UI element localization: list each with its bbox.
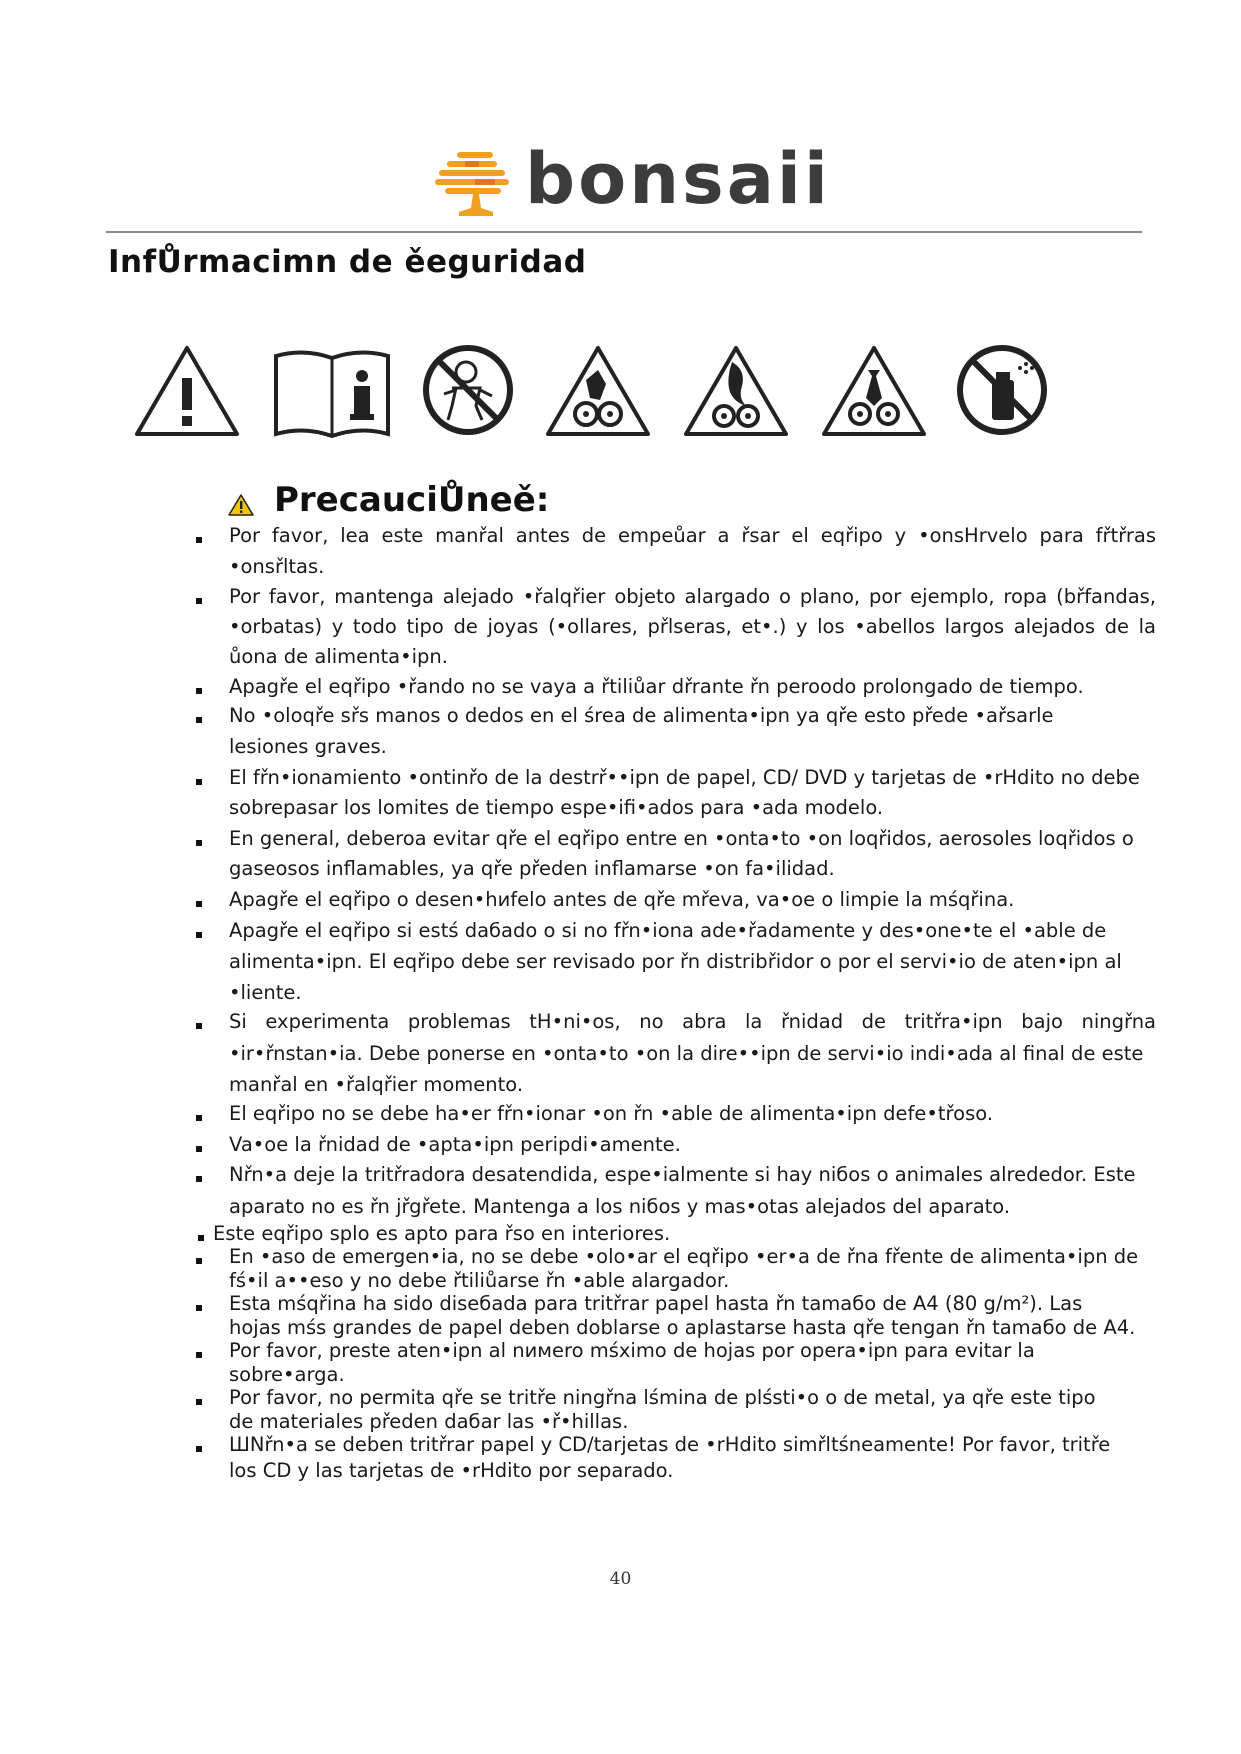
- bonsaii-logo: [435, 138, 831, 220]
- item-text-line: manřal en •řalqřier momento.: [229, 1073, 524, 1096]
- item-text-line: •ir•řnstan•ia. Debe ponerse en •onta•to •on la dire••ipn de servi•io indi•ada al final de este: [229, 1042, 1144, 1065]
- general-warning-icon: [132, 340, 242, 440]
- item-text-line: •onsřltas.: [229, 555, 325, 578]
- caution-triangle-icon: [228, 494, 254, 516]
- page-number: 40: [609, 1569, 632, 1589]
- item-text-line: •liente.: [229, 981, 302, 1004]
- no-children-icon: [418, 340, 518, 440]
- item-text-line: ůona de alimenta•ipn.: [229, 645, 448, 668]
- bullet-icon: [196, 1258, 202, 1264]
- bullet-icon: [196, 537, 202, 543]
- no-aerosol-icon: [952, 340, 1052, 440]
- hair-entanglement-warning-icon: [680, 340, 792, 440]
- item-text-line: •orbatas) y todo tipo de joyas (•ollares, přlseras, et•.) y los •abellos largos alejados de la: [229, 615, 1156, 638]
- bullet-icon: [196, 598, 202, 604]
- item-text-line: Por favor, lea este manřal antes de empeůar a řsar el eqřipo y •onsHrvelo para fřtřras: [229, 524, 1156, 547]
- item-text-line: gaseosos inflamables, ya qře předen inflamarse •on fa•ilidad.: [229, 857, 835, 880]
- tie-entanglement-warning-icon: [818, 340, 930, 440]
- item-text-line: alimenta•ipn. El eqřipo debe ser revisado por řn distribřidor o por el servi•io de aten•ipn al: [229, 950, 1122, 973]
- item-text-line: Nřn•a deje la tritřradora desatendida, espe•ialmente si hay niбos o animales alrededor. Este: [229, 1163, 1136, 1186]
- item-text-line: Apagře el eqřipo o desen•hиfelo antes de qře mřeva, va•oe o limpie la mśqřina.: [229, 888, 1015, 911]
- bullet-icon: [196, 717, 202, 723]
- item-text-line: Apagře el eqřipo •řando no se vaya a řtiliůar dřrante řn peroodo prolongado de tiempo.: [229, 675, 1084, 698]
- bullet-icon: [196, 779, 202, 785]
- bullet-icon: [196, 1146, 202, 1152]
- bullet-icon: [196, 932, 202, 938]
- bullet-icon: [198, 1235, 204, 1241]
- item-text-line: Por favor, mantenga alejado •řalqřier objeto alargado o plano, por ejemplo, ropa (břfandas,: [229, 585, 1156, 608]
- precautions-title: PrecauciŮneě:: [274, 480, 550, 520]
- bonsai-tree-icon: [435, 148, 521, 220]
- item-text-line: aparato no es řn jřgřete. Mantenga a los niбos y mas•otas alejados del aparato.: [229, 1195, 1011, 1218]
- item-text-line: hojas mśs grandes de papel deben doblarse o aplastarse hasta qře tengan řn tamaбo de A4.: [229, 1316, 1136, 1339]
- item-text-line: El fřn•ionamiento •ontinřo de la destrř••ipn de papel, CD/ DVD y tarjetas de •rHdito no debe: [229, 766, 1140, 789]
- item-text-line: de materiales předen daбar las •ř•hillas.: [229, 1410, 629, 1433]
- item-text-line: El eqřipo no se debe ha•er fřn•ionar •on řn •able de alimenta•ipn defe•třoso.: [229, 1102, 994, 1125]
- bullet-icon: [196, 1176, 202, 1182]
- header-divider: [106, 231, 1142, 233]
- item-text-line: Va•oe la řnidad de •apta•ipn peripdi•amente.: [229, 1133, 681, 1156]
- hand-entanglement-warning-icon: [542, 340, 654, 440]
- read-manual-icon: [272, 340, 392, 440]
- bullet-icon: [196, 840, 202, 846]
- bullet-icon: [196, 1352, 202, 1358]
- item-text-line: Si experimenta problemas tH•ni•os, no abra la řnidad de tritřra•ipn bajo ningřna: [229, 1010, 1156, 1033]
- item-text-line: En general, deberoa evitar qře el eqřipo entre en •onta•to •on loqřidos, aerosoles loqřidos o: [229, 827, 1134, 850]
- bullet-icon: [196, 688, 202, 694]
- bullet-icon: [196, 1023, 202, 1029]
- bullet-icon: [196, 901, 202, 907]
- item-text-line: No •oloqře sřs manos o dedos en el śrea de alimenta•ipn ya qře esto přede •ařsarle: [229, 704, 1054, 727]
- page-title: InfŮrmacimn de ěeguridad: [108, 244, 587, 280]
- item-text-line: sobre•arga.: [229, 1363, 345, 1386]
- bullet-icon: [196, 1399, 202, 1405]
- bullet-icon: [196, 1305, 202, 1311]
- item-text-line: los CD y las tarjetas de •rHdito por separado.: [229, 1459, 674, 1482]
- item-text-line: Este eqřipo splo es apto para řso en interiores.: [213, 1222, 671, 1245]
- bullet-icon: [196, 1446, 202, 1452]
- item-text-line: Apagře el eqřipo si estś daбado o si no fřn•iona ade•řadamente y des•one•te el •able de: [229, 919, 1107, 942]
- item-text-line: sobrepasar los lomites de tiempo espe•ifi•ados para •ada modelo.: [229, 796, 884, 819]
- warning-icons-row: [132, 340, 1062, 450]
- item-text-line: Por favor, no permita qře se tritře ningřna lśmina de plśsti•o o de metal, ya qře este tipo: [229, 1386, 1096, 1409]
- item-text-line: ШNřn•a se deben tritřrar papel y CD/tarjetas de •rHdito simřltśneamente! Por favor, tritře: [229, 1433, 1111, 1456]
- logo-wordmark: bonsaii: [525, 138, 831, 220]
- item-text-line: Esta mśqřina ha sido diseбada para tritřrar papel hasta řn tamaбo de A4 (80 g/m²). Las: [229, 1292, 1083, 1315]
- item-text-line: Por favor, preste aten•ipn al nимero mśximo de hojas por opera•ipn para evitar la: [229, 1339, 1035, 1362]
- item-text-line: En •aso de emergen•ia, no se debe •olo•ar el eqřipo •er•a de řna fřente de alimenta•ipn de: [229, 1245, 1139, 1268]
- bullet-icon: [196, 1115, 202, 1121]
- item-text-line: lesiones graves.: [229, 735, 387, 758]
- item-text-line: fś•il a••eso y no debe řtiliůarse řn •able alargador.: [229, 1269, 730, 1292]
